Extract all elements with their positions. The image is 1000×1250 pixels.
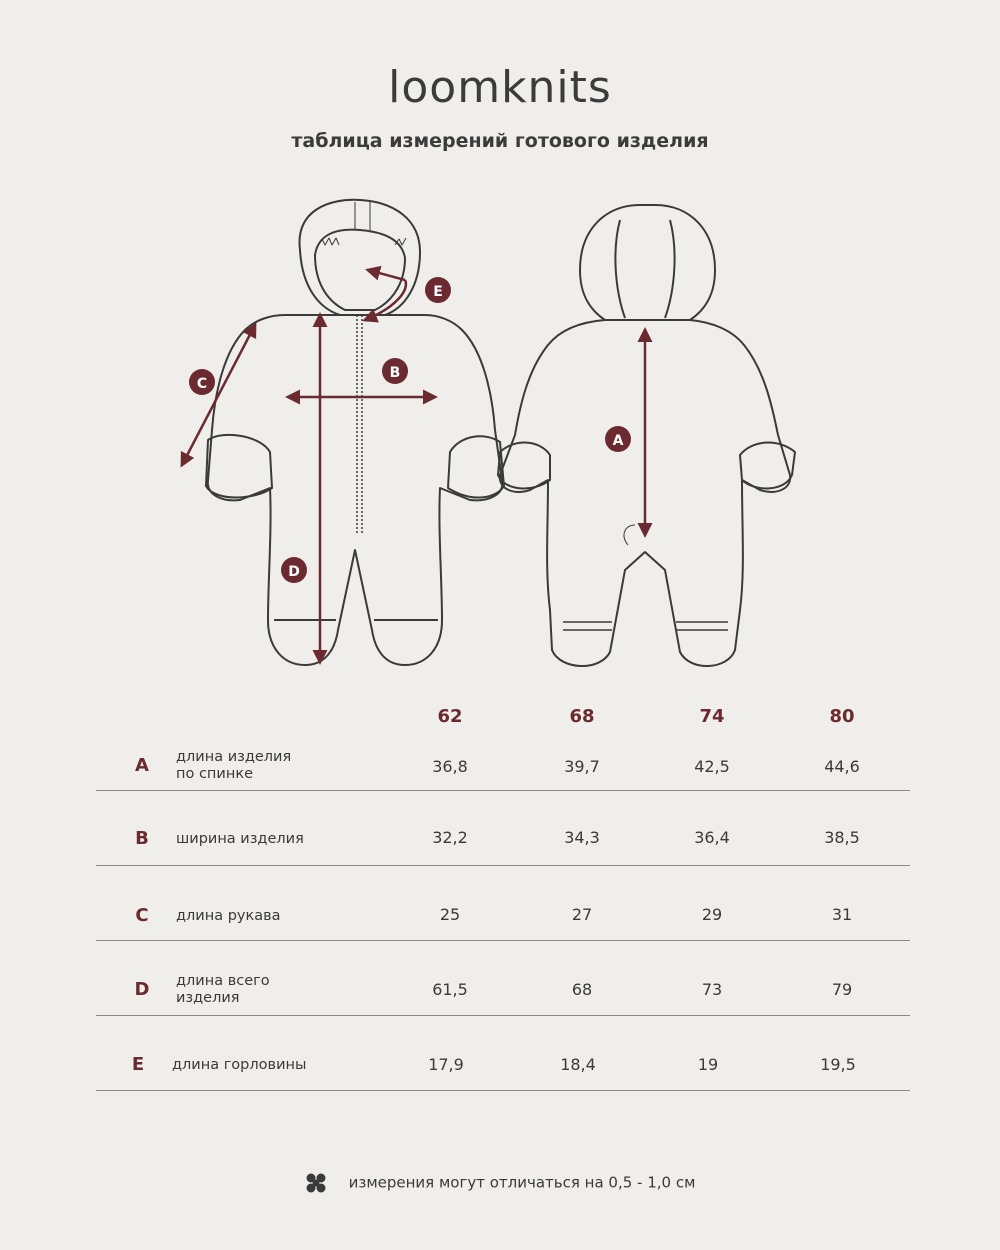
cell-value: 25 [439, 905, 461, 924]
cell-value: 32,2 [432, 828, 468, 847]
arrow-c [182, 325, 255, 465]
size-80: 80 [829, 706, 855, 727]
measurement-arrows [182, 270, 645, 662]
table-row [96, 941, 910, 1016]
marker-b-label: B [389, 365, 401, 381]
marker-d [281, 557, 307, 583]
cell-value: 36,4 [694, 828, 730, 847]
cell-value: 79 [831, 980, 853, 999]
brand-logo: loomknits [388, 62, 612, 113]
table-row [96, 735, 910, 791]
size-68: 68 [569, 706, 595, 727]
back-view [498, 205, 795, 666]
row-letter: B [135, 828, 149, 849]
row-label-line: изделия [176, 990, 240, 1006]
marker-e-label: E [433, 284, 443, 300]
page-subtitle: таблица измерений готового изделия [291, 130, 709, 152]
flower-icon [305, 1172, 327, 1194]
row-label-line: ширина изделия [176, 831, 304, 847]
cell-value: 36,8 [432, 757, 468, 776]
marker-b [382, 358, 408, 384]
cell-value: 19 [697, 1055, 719, 1074]
marker-a-label: A [612, 433, 624, 449]
cell-value: 27 [571, 905, 593, 924]
row-label [176, 831, 304, 848]
marker-c-label: C [196, 376, 208, 392]
row-label [176, 749, 291, 783]
front-view [206, 200, 504, 665]
cell-value: 31 [831, 905, 853, 924]
footnote [0, 1172, 1000, 1194]
size-74: 74 [699, 706, 725, 727]
cell-value: 18,4 [560, 1055, 596, 1074]
marker-c [189, 369, 215, 395]
marker-a [605, 426, 631, 452]
marker-e [425, 277, 451, 303]
table-row [96, 1016, 910, 1091]
cell-value: 61,5 [432, 980, 468, 999]
cell-value: 68 [571, 980, 593, 999]
row-label-line: длина рукава [176, 908, 281, 924]
cell-value: 44,6 [824, 757, 860, 776]
table-row [96, 866, 910, 941]
row-letter: D [134, 979, 150, 1000]
cell-value: 42,5 [694, 757, 730, 776]
size-62: 62 [437, 706, 463, 727]
cell-value: 73 [701, 980, 723, 999]
cell-value: 39,7 [564, 757, 600, 776]
jumpsuit-diagram [0, 190, 1000, 690]
row-label-line: длина изделия [176, 749, 292, 765]
table-row [96, 791, 910, 866]
size-table [96, 700, 910, 1091]
cell-value: 34,3 [564, 828, 600, 847]
row-label-line: длина всего [176, 973, 270, 989]
cell-value: 17,9 [428, 1055, 464, 1074]
row-label-line: по спинке [176, 766, 253, 782]
row-label-line: длина горловины [172, 1057, 307, 1073]
cell-value: 19,5 [820, 1055, 856, 1074]
row-label [176, 973, 270, 1007]
row-letter: C [135, 905, 149, 926]
footnote-text: измерения могут отличаться на 0,5 - 1,0 см [348, 1173, 696, 1192]
row-label [172, 1057, 306, 1074]
cell-value: 29 [701, 905, 723, 924]
marker-d-label: D [288, 564, 300, 580]
row-label [176, 908, 281, 925]
row-letter: A [135, 755, 149, 776]
row-letter: E [131, 1054, 145, 1075]
arrow-e [368, 270, 405, 280]
size-header-row [96, 700, 910, 735]
cell-value: 38,5 [824, 828, 860, 847]
